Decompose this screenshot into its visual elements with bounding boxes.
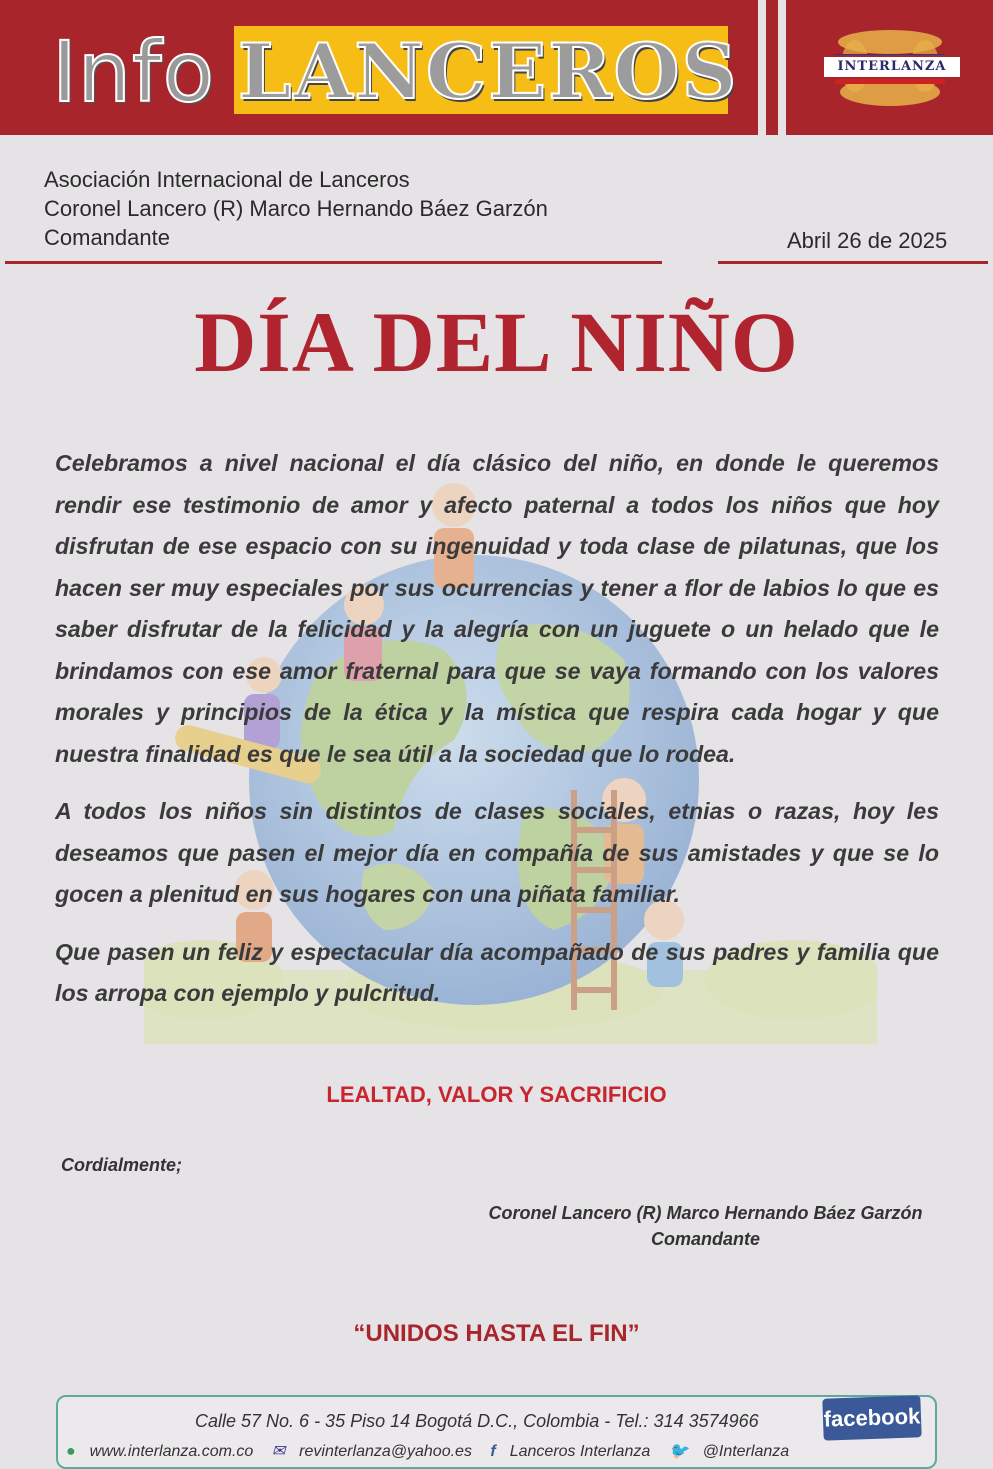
logo-wordmark: INTERLANZA <box>822 55 962 79</box>
document-date: Abril 26 de 2025 <box>787 228 948 253</box>
facebook-badge[interactable]: facebook <box>822 1395 921 1440</box>
globe-icon: ● <box>66 1443 76 1460</box>
org-name: Asociación Internacional de Lanceros <box>44 167 410 192</box>
organization-block <box>44 165 548 252</box>
signer-role: Comandante <box>650 1229 760 1249</box>
header-stripe <box>778 0 786 135</box>
message-body <box>55 443 939 1031</box>
brand-info-text: Info <box>52 23 215 121</box>
facebook-icon: f <box>490 1443 496 1460</box>
twitter-icon: 🐦 <box>668 1443 689 1460</box>
slogan: “UNIDOS HASTA EL FIN” <box>353 1320 640 1347</box>
footer-address: Calle 57 No. 6 - 35 Piso 14 Bogotá D.C., Colombia - Tel.: 314 3574966 <box>195 1411 759 1431</box>
closing-regards: Cordialmente; <box>61 1155 183 1175</box>
signer-name: Coronel Lancero (R) Marco Hernando Báez Garzón <box>488 1203 923 1223</box>
page-title: DÍA DEL NIÑO <box>194 294 799 390</box>
mail-icon: ✉ <box>271 1443 286 1460</box>
signature-block <box>462 1200 949 1252</box>
body-paragraph-2: A todos los niños sin distintos de clases sociales, etnias o razas, hoy les deseamos que pasen el mejor día en compañía de sus amistades y que se lo gocen a plenitud en sus hogares con una piñata familiar. <box>55 798 939 907</box>
footer-contact <box>56 1395 937 1469</box>
website-link[interactable]: www.interlanza.com.co <box>89 1443 254 1460</box>
header-stripe <box>758 0 766 135</box>
brand-lanceros-text: LANCEROS <box>238 27 739 116</box>
motto: LEALTAD, VALOR Y SACRIFICIO <box>326 1082 667 1107</box>
divider-left <box>5 261 662 264</box>
body-paragraph-1: Celebramos a nivel nacional el día clásico del niño, en donde le queremos rendir ese testimonio de amor y afecto paternal a todos los niños que hoy disfrutan de ese espacio con su ingenuidad y toda clase de pilatunas, que los hacen ser muy especiales por sus ocurrencias y tener a flor de labios lo que es saber disfrutar de la felicidad y la alegría con un juguete o un helado que le brindamos con ese amor fraternal para que se vaya formando con los valores morales y principios de la ética y la mística que respira cada hogar y que nuestra finalidad es que le sea útil a la sociedad que lo rodea. <box>55 450 939 767</box>
divider-right <box>718 261 988 264</box>
email-link[interactable]: revinterlanza@yahoo.es <box>299 1443 472 1460</box>
footer-links <box>66 1441 803 1461</box>
twitter-link[interactable]: @Interlanza <box>702 1443 790 1460</box>
body-paragraph-3: Que pasen un feliz y espectacular día acompañado de sus padres y familia que los arropa con ejemplo y pulcritud. <box>55 938 939 1006</box>
facebook-link[interactable]: Lanceros Interlanza <box>509 1443 651 1460</box>
commander-title: Comandante <box>44 225 170 250</box>
commander-name: Coronel Lancero (R) Marco Hernando Báez Garzón <box>44 196 548 221</box>
